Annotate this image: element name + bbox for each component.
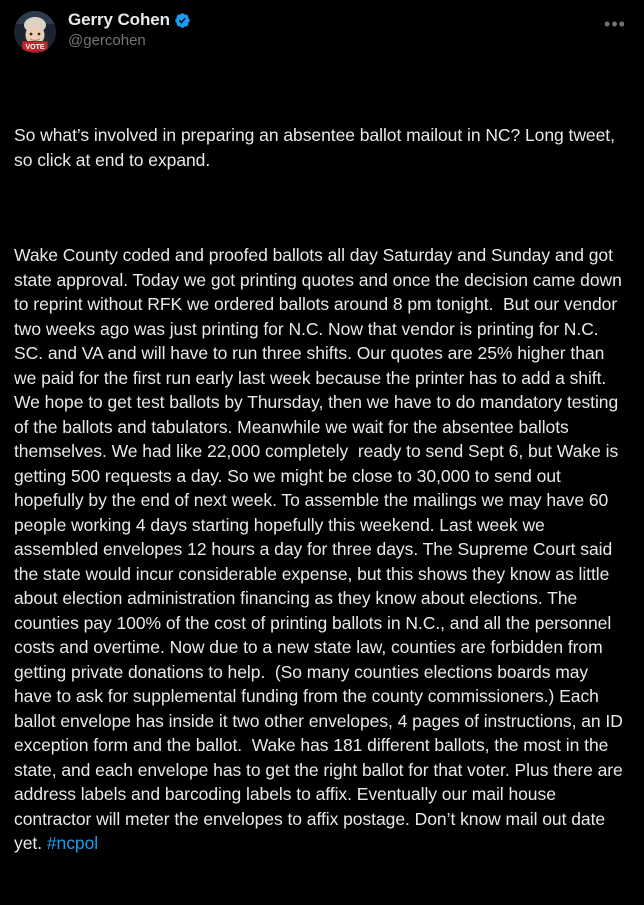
tweet-paragraph-2-text: Wake County coded and proofed ballots all day Saturday and Sunday and got state approval. Today we got printing quotes and once the decision came down to reprint without RFK we ordered ballots around 8 pm tonight. But our vendor two weeks ago was just printing for N.C. Now that vendor is printing for N.C. SC. and VA and will have to run three shifts. Our quotes are 25% higher than we paid for the first run early last week because the printer has to add a shift. We hope to get test ballots by Thursday, then we have to do mandatory testing of the ballots and tabulators. Meanwhile we wait for the absentee ballots themselves. We had like 22,000 completely ready to send Sept 6, but Wake is getting 500 requests a day. So we might be close to 30,000 to send out hopefully by the end of next week. To assemble the mailings we may have 60 people working 4 days starting hopefully this weekend. Last week we assembled envelopes 12 hours a day for three days. The Supreme Court said the state would incur considerable expense, but this shows they know as little about election administration financing as they know about elections. The counties pay 100% of the cost of printing ballots in N.C., and all the personnel costs and overtime. Now due to a new state law, counties are forbidden from getting private donations to help. (So many counties elections boards may have to ask for supplemental funding from the county commissioners.) Each ballot envelope has inside it two other envelopes, 4 pages of instructions, an ID exception form and the ballot. Wake has 181 different ballots, the most in the state, and each envelope has to get the right ballot for that voter. Plus there are address labels and barcoding labels to affix. Eventually our mail house contractor will meter the envelopes to affix postage. Don’t know mail out date yet. (14, 245, 628, 853)
name-block (68, 10, 191, 50)
tweet-paragraph-1: So what’s involved in preparing an absentee ballot mailout in NC? Long tweet, so click at end to expand. (14, 125, 620, 170)
handle[interactable]: @gercohen (68, 32, 146, 50)
more-options-icon[interactable]: ••• (604, 14, 626, 34)
tweet-header (14, 10, 630, 60)
tweet-paragraph-2 (14, 243, 630, 856)
display-name-row (68, 10, 191, 30)
display-name[interactable]: Gerry Cohen (68, 10, 170, 29)
verified-badge-icon (174, 12, 191, 29)
avatar[interactable] (14, 11, 56, 53)
svg-text:VOTE: VOTE (25, 44, 45, 51)
tweet-body (14, 74, 630, 905)
hashtag-link[interactable]: #ncpol (46, 833, 99, 853)
